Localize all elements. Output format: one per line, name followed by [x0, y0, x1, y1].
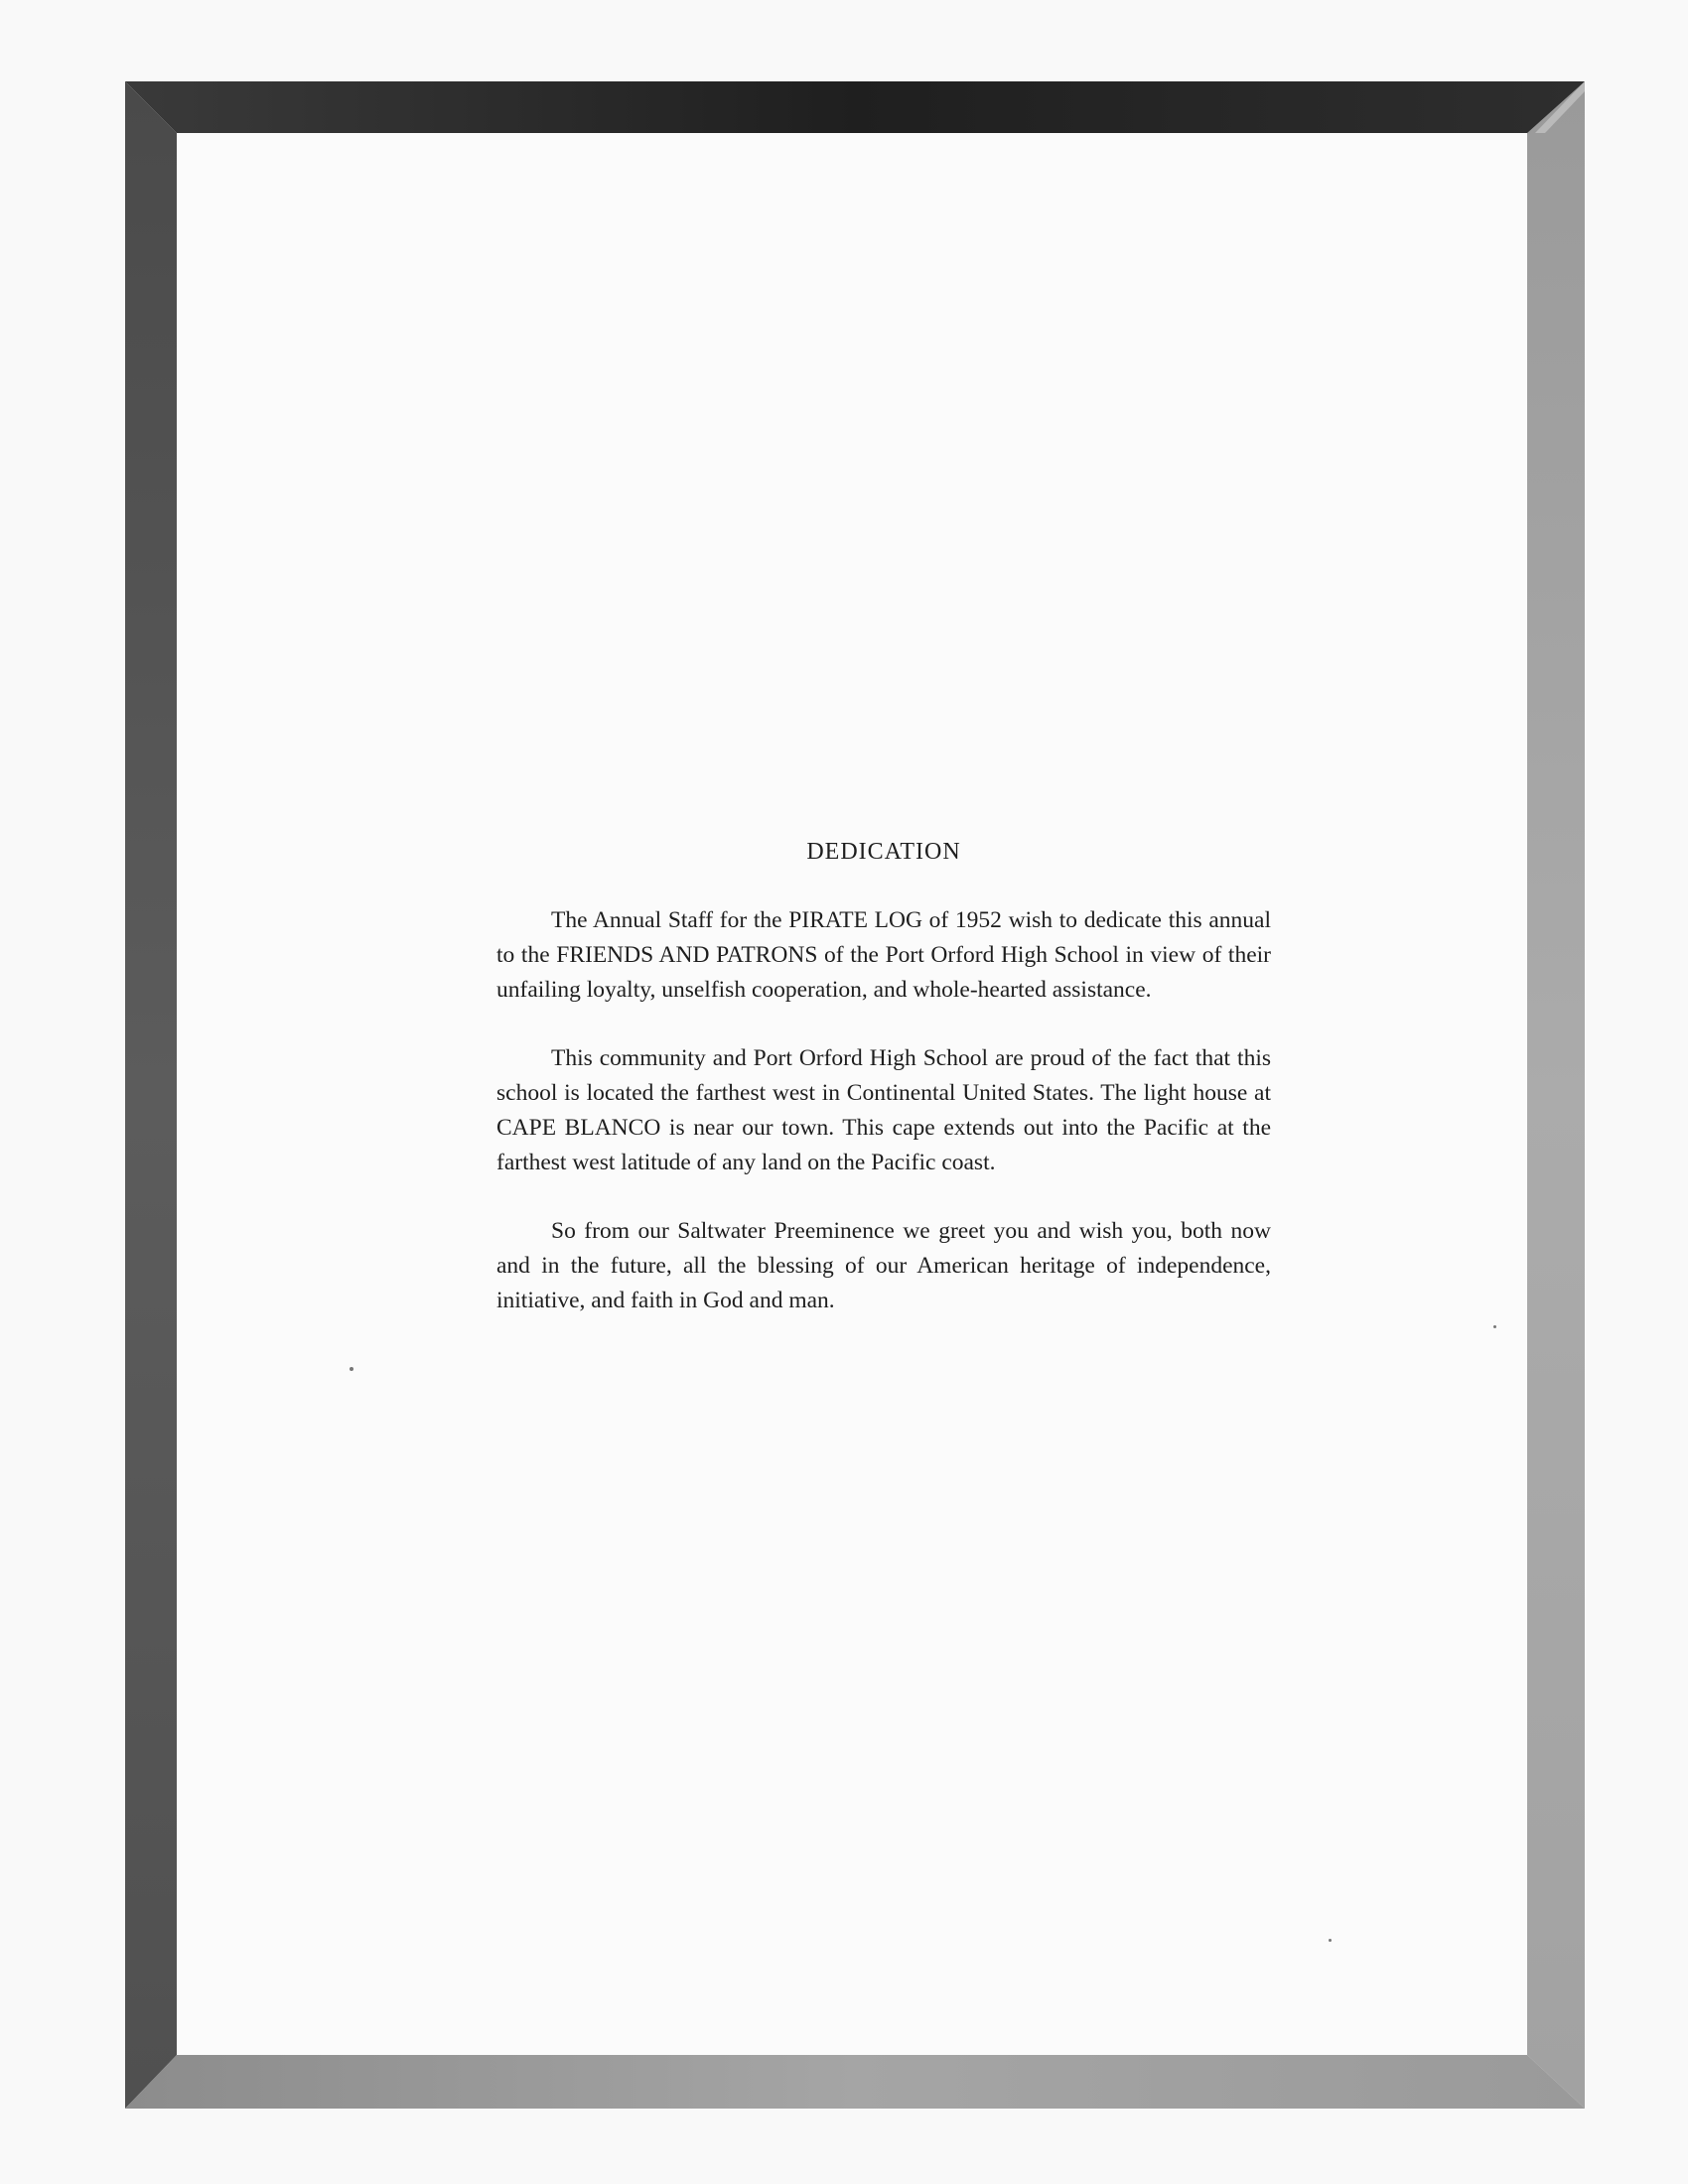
scan-speck — [350, 1367, 353, 1371]
frame-bottom — [125, 2055, 1585, 2109]
frame-top — [125, 81, 1585, 133]
dedication-paragraph-3: So from our Saltwater Preeminence we greet you and wish you, both now and in the future, all the blessing of our American heritage of independence, initiative, and faith in God and man. — [496, 1218, 1271, 1313]
dedication-block — [496, 839, 1271, 1352]
dedication-heading: DEDICATION — [806, 839, 961, 865]
dedication-paragraph-1: The Annual Staff for the PIRATE LOG of 1952 wish to dedicate this annual to the FRIENDS AND PATRONS of the Port Orford High School in view of their unfailing loyalty, unselfish cooperation, and whole-hearted assistance. — [496, 907, 1271, 1003]
frame-left — [125, 81, 177, 2109]
scan-speck — [1329, 1939, 1332, 1942]
scan-speck — [1493, 1325, 1496, 1328]
dedication-paragraph-2: This community and Port Orford High School are proud of the fact that this school is located the farthest west in Continental United States. The light house at CAPE BLANCO is near our town. This cape extends out into the Pacific at the farthest west latitude of any land on the Pacific coast. — [496, 1045, 1271, 1175]
frame-right — [1527, 81, 1585, 2109]
